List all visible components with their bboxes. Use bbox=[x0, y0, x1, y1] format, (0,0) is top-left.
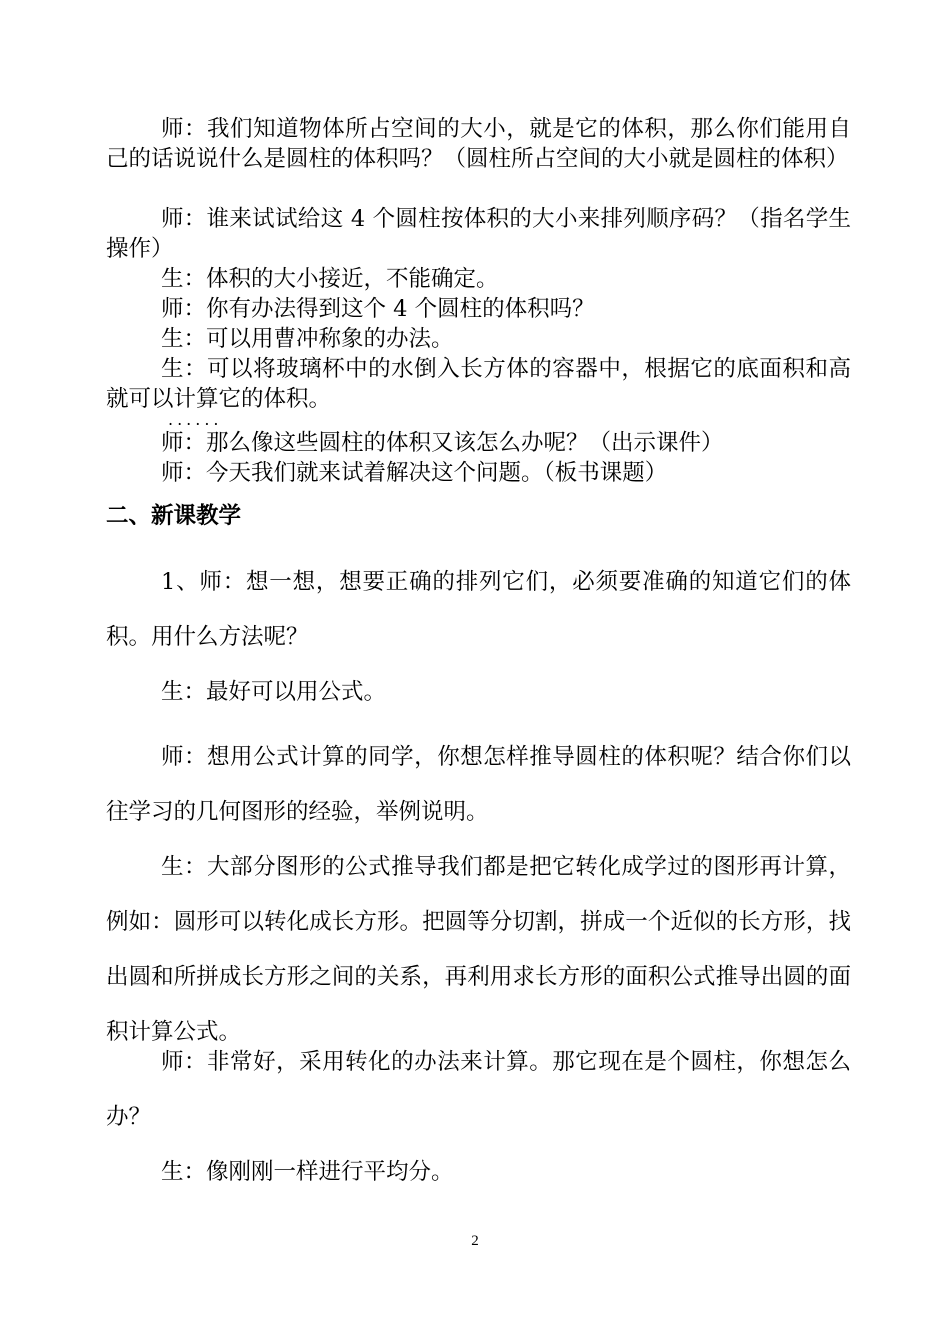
paragraph-student-formula: 生：最好可以用公式。 bbox=[161, 679, 387, 705]
paragraph-student-cannot-determine: 生：体积的大小接近，不能确定。 bbox=[161, 266, 499, 292]
ellipsis: ...... bbox=[168, 410, 223, 429]
paragraph-teacher-cylinder: 师：非常好，采用转化的办法来计算。那它现在是个圆柱，你想怎么办？ bbox=[106, 1049, 851, 1130]
paragraph-teacher-volume-definition: 师：我们知道物体所占空间的大小，就是它的体积，那么你们能用自己的话说说什么是圆柱的体积吗？（圆柱所占空间的大小就是圆柱的体积） bbox=[106, 116, 851, 172]
paragraph-teacher-method-question: 师：你有办法得到这个 4 个圆柱的体积吗？ bbox=[161, 296, 595, 322]
section-heading: 二、新课教学 bbox=[106, 503, 242, 529]
paragraph-teacher-courseware: 师：那么像这些圆柱的体积又该怎么办呢？（出示课件） bbox=[161, 430, 724, 456]
paragraph-student-cao-chong: 生：可以用曹冲称象的办法。 bbox=[161, 326, 454, 352]
paragraph-teacher-derive: 师：想用公式计算的同学，你想怎样推导圆柱的体积呢？结合你们以往学习的几何图形的经验，举例说明。 bbox=[106, 744, 851, 825]
paragraph-student-water-method: 生：可以将玻璃杯中的水倒入长方体的容器中，根据它的底面积和高就可以计算它的体积。 bbox=[106, 356, 851, 412]
paragraph-student-transform: 生：大部分图形的公式推导我们都是把它转化成学过的图形再计算，例如：圆形可以转化成长方形。把圆等分切割，拼成一个近似的长方形，找出圆和所拼成长方形之间的关系，再利用求长方形的面积公式推导出圆的面积计算公式。 bbox=[106, 854, 851, 1045]
paragraph-teacher-topic: 师：今天我们就来试着解决这个问题。（板书课题） bbox=[161, 460, 668, 486]
paragraph-teacher-ordering: 师：谁来试试给这 4 个圆柱按体积的大小来排列顺序码？（指名学生操作） bbox=[106, 206, 851, 262]
paragraph-teacher-think: 1、师：想一想，想要正确的排列它们，必须要准确的知道它们的体积。用什么方法呢？ bbox=[106, 569, 851, 650]
page-number: 2 bbox=[471, 1233, 479, 1249]
paragraph-student-divide: 生：像刚刚一样进行平均分。 bbox=[161, 1159, 454, 1185]
